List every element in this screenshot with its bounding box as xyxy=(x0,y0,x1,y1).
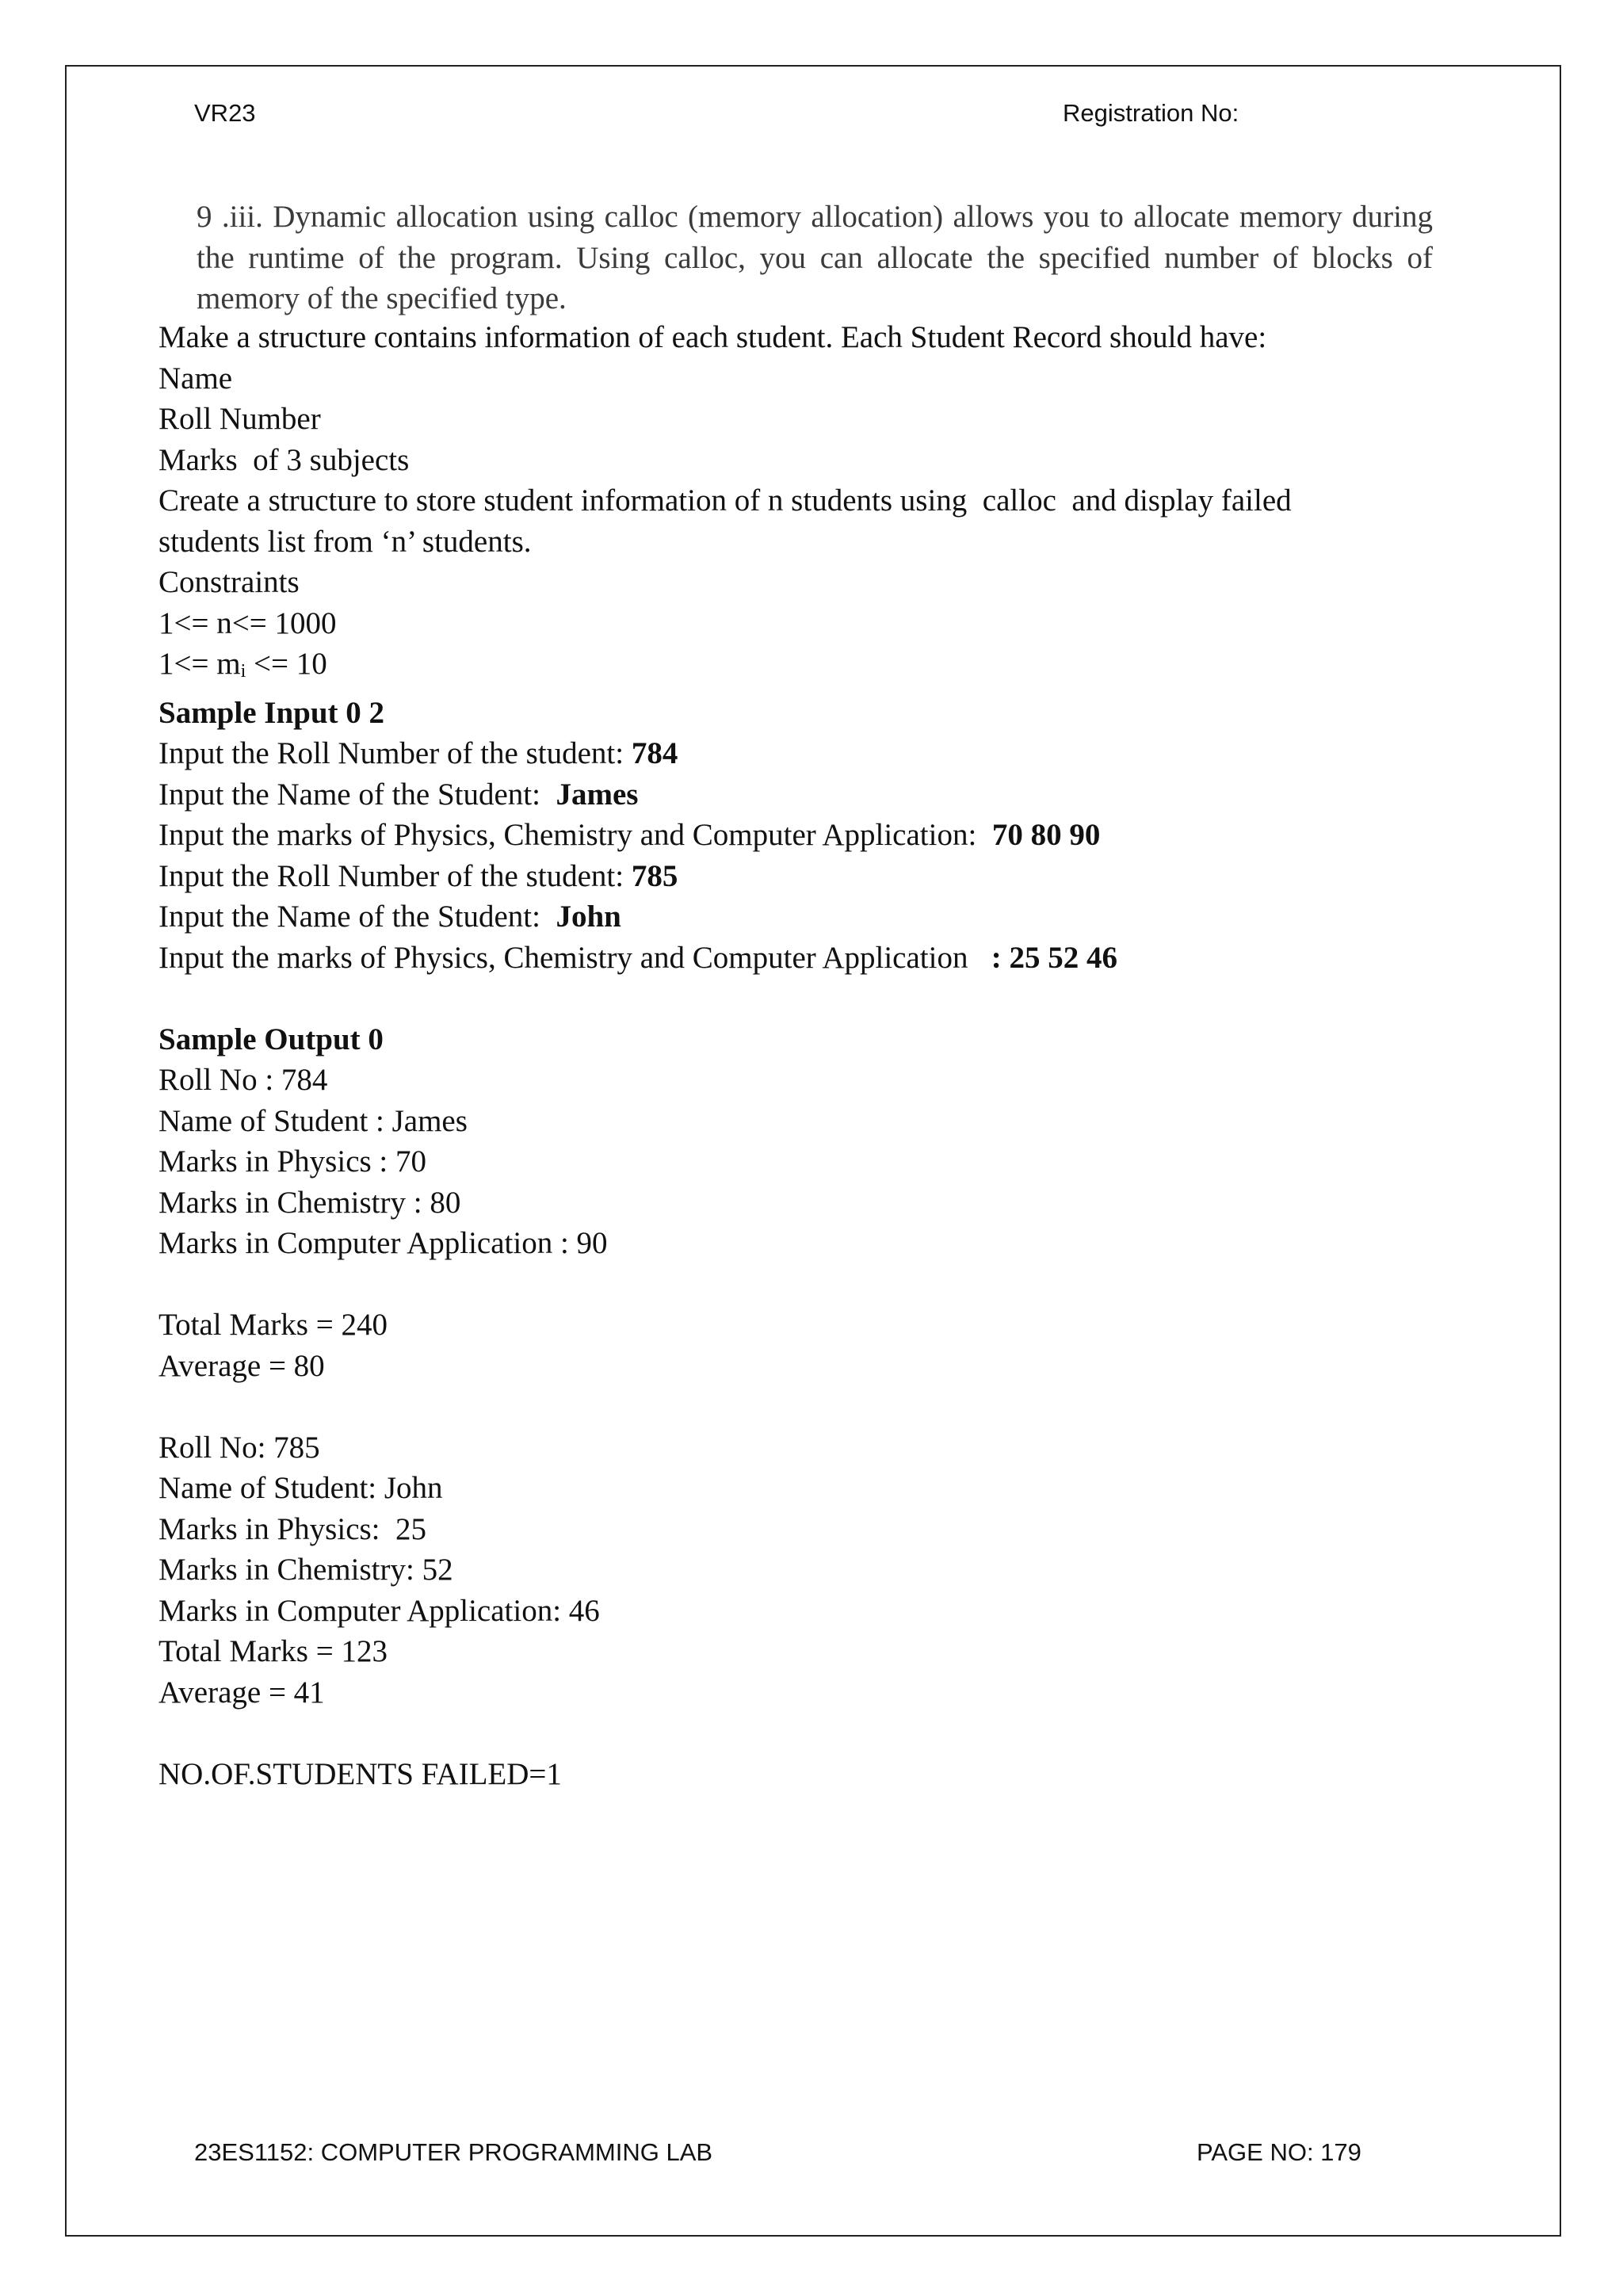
input-line: Input the marks of Physics, Chemistry and Computer Application : 25 52 46 xyxy=(158,940,1117,975)
input-line: Input the Roll Number of the student: 784 xyxy=(158,736,678,770)
sample-output-heading: Sample Output 0 xyxy=(158,1022,384,1056)
footer-page-number: PAGE NO: 179 xyxy=(1197,2138,1361,2166)
constraint-n: 1<= n<= 1000 xyxy=(158,606,337,640)
output-average: Average = 41 xyxy=(158,1675,325,1710)
task-line-1: Create a structure to store student information of n students using calloc and display failed xyxy=(158,483,1292,518)
output-line: Name of Student: John xyxy=(158,1471,443,1505)
output-average: Average = 80 xyxy=(158,1348,325,1383)
question-number: 9 .iii. xyxy=(197,200,263,234)
output-line: Marks in Computer Application : 90 xyxy=(158,1226,608,1260)
failed-summary: NO.OF.STUDENTS FAILED=1 xyxy=(158,1756,562,1791)
output-total: Total Marks = 240 xyxy=(158,1308,388,1342)
output-line: Marks in Chemistry : 80 xyxy=(158,1185,461,1220)
intro-text: Dynamic allocation using calloc (memory allocation) allows you to allocate memory during the runtime of the program. Using calloc, you can allocate the specified number of blocks of memory of the specified type. xyxy=(197,200,1433,315)
footer-course-title: 23ES1152: COMPUTER PROGRAMMING LAB xyxy=(194,2138,713,2166)
intro-paragraph xyxy=(197,197,1433,319)
constraints-heading: Constraints xyxy=(158,565,300,599)
sample-input-heading: Sample Input 0 2 xyxy=(158,695,384,730)
output-line: Marks in Computer Application: 46 xyxy=(158,1593,600,1628)
input-line: Input the Name of the Student: James xyxy=(158,777,639,812)
output-total: Total Marks = 123 xyxy=(158,1634,388,1668)
constraint-m: $1<= m_i <= 10$ xyxy=(158,647,327,682)
output-line: Name of Student : James xyxy=(158,1103,468,1138)
header-registration-label: Registration No: xyxy=(1063,99,1239,127)
header-course-code: VR23 xyxy=(194,99,256,127)
output-line: Marks in Physics: 25 xyxy=(158,1511,427,1546)
field-marks: Marks of 3 subjects xyxy=(158,442,410,477)
input-line: Input the marks of Physics, Chemistry and Computer Application: 70 80 90 xyxy=(158,818,1101,852)
task-line-2: students list from ‘n’ students. xyxy=(158,524,532,559)
field-name: Name xyxy=(158,361,233,395)
input-line: Input the Roll Number of the student: 785 xyxy=(158,858,678,893)
output-line: Roll No: 785 xyxy=(158,1430,320,1465)
input-line: Input the Name of the Student: John xyxy=(158,900,621,934)
output-line: Marks in Physics : 70 xyxy=(158,1144,427,1179)
field-roll-number: Roll Number xyxy=(158,402,321,436)
output-line: Marks in Chemistry: 52 xyxy=(158,1553,453,1587)
output-line: Roll No : 784 xyxy=(158,1063,328,1097)
question-body xyxy=(158,317,1466,1794)
description-line: Make a structure contains information of each student. Each Student Record should have: xyxy=(158,320,1267,354)
